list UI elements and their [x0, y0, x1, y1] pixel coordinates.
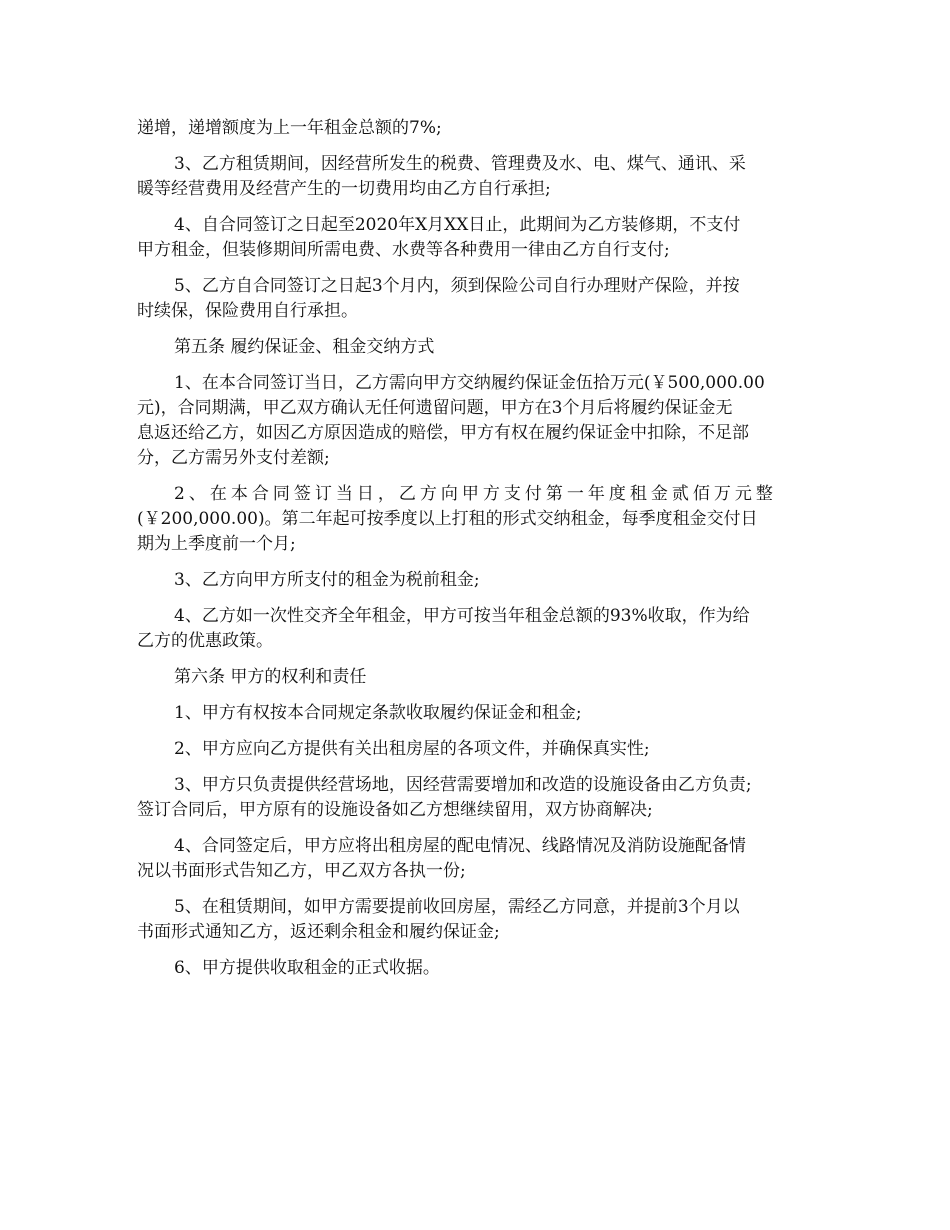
contract-paragraph	[137, 956, 813, 981]
paragraph-line: 乙方的优惠政策。	[137, 631, 273, 651]
contract-paragraph	[137, 116, 813, 141]
paragraph-line: 递增，递增额度为上一年租金总额的7%;	[137, 118, 442, 138]
contract-paragraph	[137, 665, 813, 690]
paragraph-line: 3、乙方向甲方所支付的租金为税前租金;	[174, 570, 480, 590]
paragraph-line: 第五条 履约保证金、租金交纳方式	[174, 337, 435, 357]
contract-paragraph	[137, 274, 813, 324]
paragraph-line: 3、甲方只负责提供经营场地，因经营需要增加和改造的设施设备由乙方负责;	[174, 775, 752, 795]
contract-paragraph	[137, 335, 813, 360]
paragraph-line: 6、甲方提供收取租金的正式收据。	[174, 958, 440, 978]
document-body	[137, 116, 813, 992]
paragraph-line: (￥200,000.00)。第二年起可按季度以上打租的形式交纳租金，每季度租金交付日	[137, 509, 758, 529]
contract-paragraph	[137, 737, 813, 762]
contract-paragraph	[137, 604, 813, 654]
paragraph-line: 时续保，保险费用自行承担。	[137, 301, 358, 321]
paragraph-line: 书面形式通知乙方，返还剩余租金和履约保证金;	[137, 922, 500, 942]
paragraph-line: 1、甲方有权按本合同规定条款收取履约保证金和租金;	[174, 703, 582, 723]
contract-paragraph	[137, 895, 813, 945]
paragraph-line: 4、自合同签订之日起至2020年X月XX日止，此期间为乙方装修期，不支付	[174, 215, 741, 235]
contract-paragraph	[137, 152, 813, 202]
paragraph-line: 5、乙方自合同签订之日起3个月内，须到保险公司自行办理财产保险，并按	[174, 276, 740, 296]
contract-paragraph	[137, 773, 813, 823]
paragraph-line: 第六条 甲方的权利和责任	[174, 667, 367, 687]
paragraph-line: 期为上季度前一个月;	[137, 534, 296, 554]
paragraph-line: 2、甲方应向乙方提供有关出租房屋的各项文件，并确保真实性;	[174, 739, 650, 759]
paragraph-line: 4、合同签定后，甲方应将出租房屋的配电情况、线路情况及消防设施配备情	[174, 836, 746, 856]
paragraph-line: 息返还给乙方，如因乙方原因造成的赔偿，甲方有权在履约保证金中扣除，不足部	[137, 423, 749, 443]
paragraph-line: 分，乙方需另外支付差额;	[137, 448, 330, 468]
paragraph-line: 暖等经营费用及经营产生的一切费用均由乙方自行承担;	[137, 179, 551, 199]
paragraph-line: 况以书面形式告知乙方，甲乙双方各执一份;	[137, 861, 466, 881]
contract-paragraph	[137, 213, 813, 263]
contract-paragraph	[137, 482, 813, 557]
contract-paragraph	[137, 834, 813, 884]
paragraph-line: 甲方租金，但装修期间所需电费、水费等各种费用一律由乙方自行支付;	[137, 240, 670, 260]
paragraph-line: 4、乙方如一次性交齐全年租金，甲方可按当年租金总额的93%收取，作为给	[174, 606, 750, 626]
paragraph-line: 元)，合同期满，甲乙双方确认无任何遗留问题，甲方在3个月后将履约保证金无	[137, 398, 733, 418]
paragraph-line: 5、在租赁期间，如甲方需要提前收回房屋，需经乙方同意，并提前3个月以	[174, 897, 740, 917]
paragraph-line: 2、在本合同签订当日，乙方向甲方支付第一年度租金贰佰万元整	[174, 484, 777, 504]
contract-paragraph	[137, 371, 813, 471]
paragraph-line: 签订合同后，甲方原有的设施设备如乙方想继续留用，双方协商解决;	[137, 800, 653, 820]
paragraph-line: 3、乙方租赁期间，因经营所发生的税费、管理费及水、电、煤气、通讯、采	[174, 154, 746, 174]
paragraph-line: 1、在本合同签订当日，乙方需向甲方交纳履约保证金伍拾万元(￥500,000.00	[174, 373, 765, 393]
contract-paragraph	[137, 568, 813, 593]
contract-paragraph	[137, 701, 813, 726]
